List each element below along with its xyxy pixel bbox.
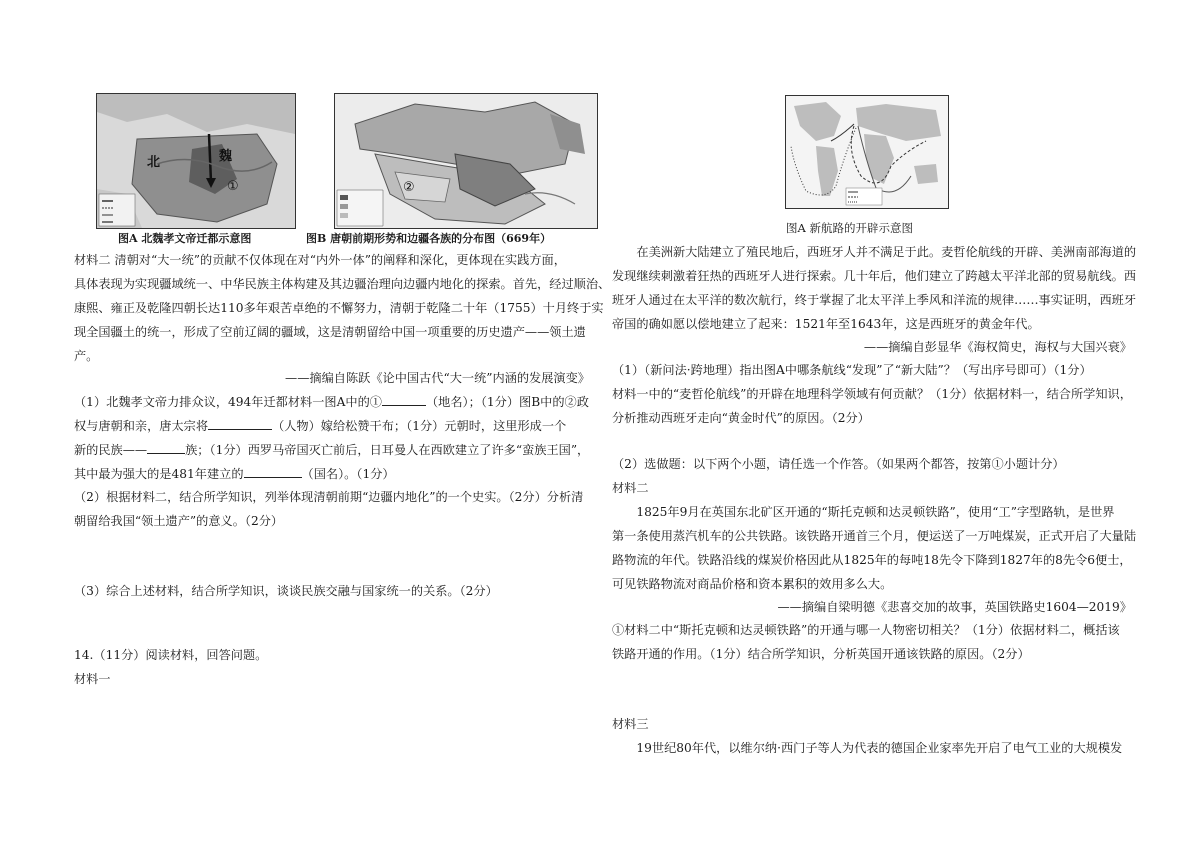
- q1-line-1-a: （1）北魏孝文帝力排众议，494年迁都材料一图A中的①: [74, 395, 382, 409]
- para1-line-3: 班牙人通过在太平洋的数次航行，终于掌握了北太平洋上季风和洋流的规律……事实证明，西班牙: [612, 293, 1137, 307]
- q1-line-3-b: 族；（1分）西罗马帝国灭亡前后，日耳曼人在西欧建立了许多“蛮族王国”，: [185, 443, 590, 457]
- q2-line-1: （2）根据材料二，结合所学知识，列举体现清朝前期“边疆内地化”的一个史实。（2分）分析清: [74, 490, 584, 504]
- para1-line-1: 在美洲新大陆建立了殖民地后，西班牙人并不满足于此。麦哲伦航线的开辟、美洲南部海道的: [636, 245, 1137, 259]
- fig-sea-routes-caption: 图A 新航路的开辟示意图: [786, 221, 913, 235]
- r-q1-line-1: （1）（新问法·跨地理）指出图A中哪条航线“发现”了“新大陆”？（写出序号即可）（1分）: [612, 363, 1092, 377]
- material2-line-2: 具体表现为实现疆域统一、中华民族主体构建及其边疆治理向边疆内地化的探索。首先，经过顺治、: [74, 277, 611, 291]
- sea-routes-map-graphic: [786, 96, 948, 208]
- para1-line-2: 发现继续刺激着狂热的西班牙人进行探索。几十年后，他们建立了跨越太平洋北部的贸易航线。西: [612, 269, 1137, 283]
- material2-line-4: 现全国疆土的统一，形成了空前辽阔的疆域，这是清朝留给中国一项重要的历史遗产——领土遗: [74, 325, 586, 339]
- material1-label: 材料一: [74, 672, 111, 686]
- q1-line-1-b: （地名）；（1分）图B中的②政: [425, 395, 589, 409]
- answer-blank-ethnic[interactable]: [147, 441, 185, 454]
- material2-line-3: 康熙、雍正及乾隆四朝长达110多年艰苦卓绝的不懈努力，清朝于乾隆二十年（1755）十月终于实: [74, 301, 604, 315]
- material3-line-1: 19世纪80年代，以维尔纳·西门子等人为代表的德国企业家率先开启了电气工业的大规模发: [636, 741, 1123, 755]
- r-q2a-line-2: 铁路开通的作用。（1分）结合所学知识，分析英国开通该铁路的原因。（2分）: [612, 647, 1030, 661]
- para1-line-4: 帝国的确如愿以偿地建立了起来：1521年至1643年，这是西班牙的黄金年代。: [612, 317, 1040, 331]
- map-new-sea-routes: [785, 95, 949, 209]
- para1-source: ——摘编自彭显华《海权简史，海权与大国兴衰》: [863, 340, 1132, 354]
- material2-label: 材料二: [612, 481, 649, 495]
- q14-heading: 14.（11分）阅读材料，回答问题。: [74, 648, 268, 662]
- r-material2-source: ——摘编自梁明德《悲喜交加的故事，英国铁路史1604—2019》: [777, 600, 1132, 614]
- q1-line-4: [74, 463, 395, 485]
- q1-line-3-a: 新的民族——: [74, 443, 148, 457]
- answer-blank-place[interactable]: [382, 393, 426, 406]
- q1-line-4-b: （国名）。（1分）: [301, 467, 395, 481]
- map-a-marker-1: ①: [227, 179, 239, 194]
- tang-map-graphic: [335, 94, 597, 228]
- answer-blank-country[interactable]: [244, 465, 302, 478]
- q1-line-2: [74, 415, 566, 437]
- material3-label: 材料三: [612, 717, 649, 731]
- q1-line-4-a: 其中最为强大的是481年建立的: [74, 467, 244, 481]
- answer-blank-person[interactable]: [208, 417, 272, 430]
- r-material2-line-2: 第一条使用蒸汽机车的公共铁路。该铁路开通首三个月，便运送了一万吨煤炭，正式开启了大量陆: [612, 529, 1137, 543]
- q2-line-2: 朝留给我国“领土遗产”的意义。（2分）: [74, 514, 284, 528]
- fig-a-caption: 图A 北魏孝文帝迁都示意图: [118, 232, 252, 245]
- r-material2-line-3: 路物流的年代。铁路沿线的煤炭价格因此从1825年的每吨18先令下降到1827年的8先令6便士，: [612, 553, 1132, 567]
- r-q2-intro: （2）选做题：以下两个小题，请任选一个作答。（如果两个都答，按第①小题计分）: [612, 457, 1065, 471]
- q3-text: （3）综合上述材料，结合所学知识，谈谈民族交融与国家统一的关系。（2分）: [74, 584, 498, 598]
- q1-line-2-b: （人物）嫁给松赞干布；（1分）元朝时，这里形成一个: [272, 419, 567, 433]
- map-northern-wei: [96, 93, 296, 229]
- q1-line-1: [74, 391, 589, 413]
- material2-line-1: 材料二 清朝对“大一统”的贡献不仅体现在对“内外一体”的阐释和深化，更体现在实践方面，: [74, 253, 566, 267]
- r-q1-line-3: 分析推动西班牙走向“黄金时代”的原因。（2分）: [612, 411, 870, 425]
- material2-source: ——摘编自陈跃《论中国古代“大一统”内涵的发展演变》: [285, 371, 590, 385]
- r-material2-line-4: 可见铁路物流对商品价格和资本累积的效用多么大。: [612, 577, 893, 591]
- q1-line-3: [74, 439, 589, 461]
- map-tang-dynasty: [334, 93, 598, 229]
- r-q1-line-2: 材料一中的“麦哲伦航线”的开辟在地理科学领域有何贡献？（1分）依据材料一，结合所学知识，: [612, 387, 1132, 401]
- q1-line-2-a: 权与唐朝和亲，唐太宗将: [74, 419, 209, 433]
- map-a-label-north: 北: [147, 155, 161, 170]
- r-material2-line-1: 1825年9月在英国东北矿区开通的“斯托克顿和达灵顿铁路”，使用“工”字型路轨，是世界: [636, 505, 1115, 519]
- map-a-label-wei: 魏: [219, 149, 233, 164]
- fig-b-caption: 图B 唐朝前期形势和边疆各族的分布图（669年）: [306, 232, 552, 245]
- r-q2a-line-1: ①材料二中“斯托克顿和达灵顿铁路”的开通与哪一人物密切相关？（1分）依据材料二，概括该: [612, 623, 1120, 637]
- northern-wei-map-graphic: [97, 94, 295, 228]
- material2-line-5: 产。: [74, 349, 99, 363]
- map-b-marker-2: ②: [403, 180, 415, 195]
